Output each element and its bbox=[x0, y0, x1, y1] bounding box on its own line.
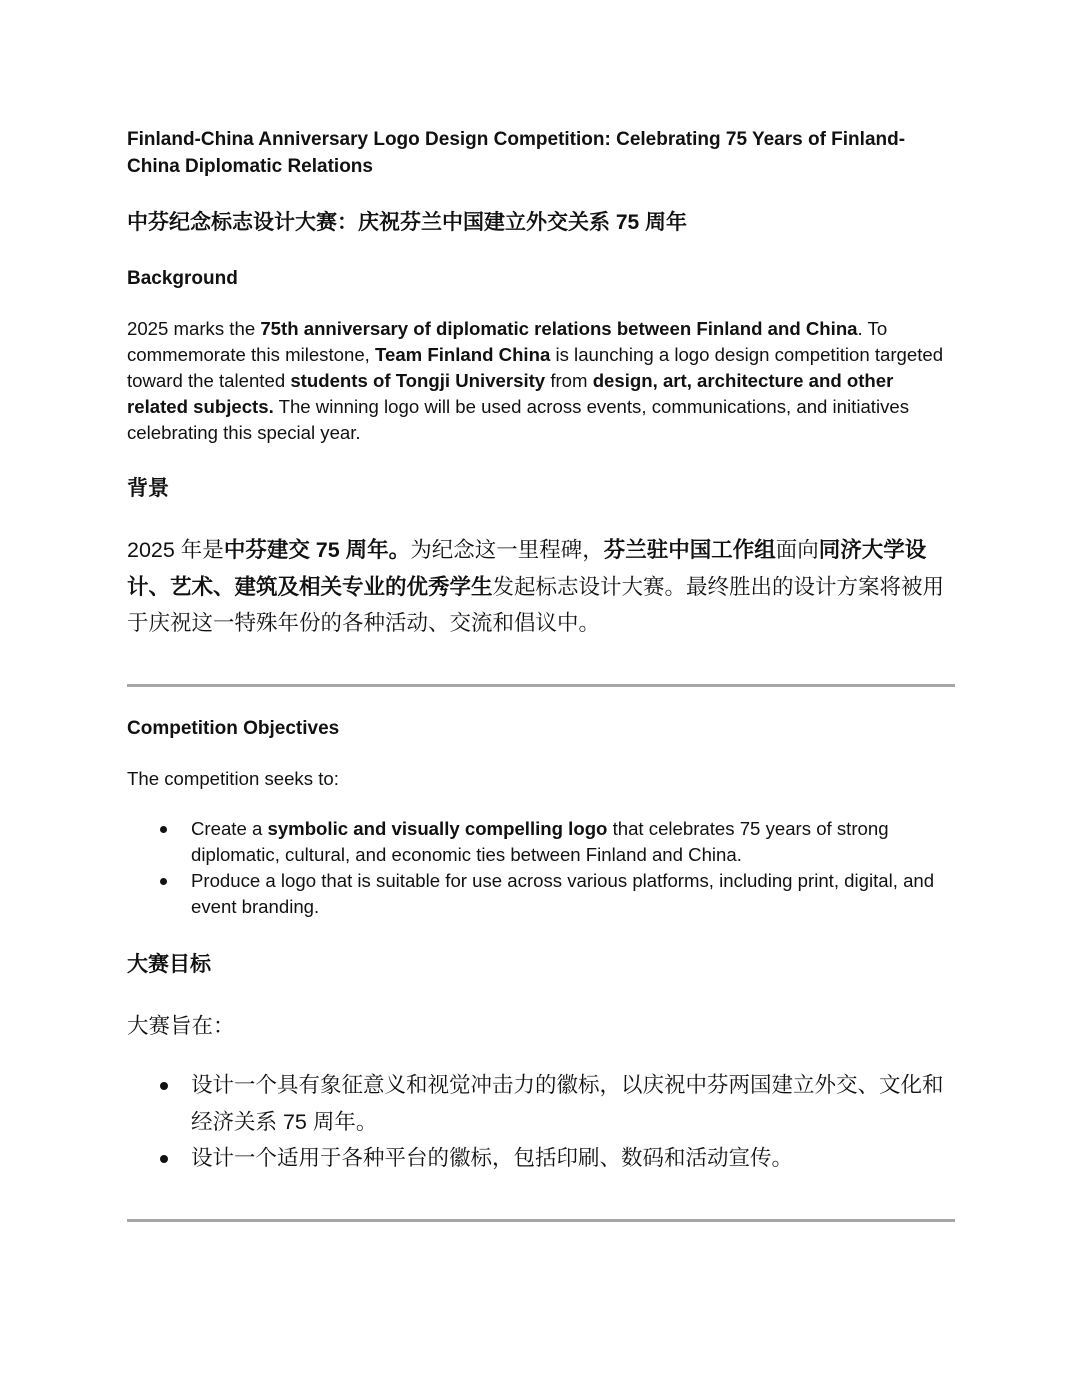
background-paragraph-chinese: 2025 年是中芬建交 75 周年。为纪念这一里程碑，芬兰驻中国工作组面向同济大学设计、艺术、建筑及相关专业的优秀学生发起标志设计大赛。最终胜出的设计方案将被用于庆祝这一特殊年份的各种活动、交流和倡议中。 bbox=[127, 538, 945, 635]
background-heading-chinese: 背景 bbox=[127, 477, 169, 500]
list-item: Create a symbolic and visually compelling logo that celebrates 75 years of strong diplomatic, cultural, and economic ties between Finland and China. bbox=[127, 816, 955, 868]
list-item: 设计一个具有象征意义和视觉冲击力的徽标，以庆祝中芬两国建立外交、文化和经济关系 75 周年。 bbox=[127, 1067, 955, 1140]
list-item: 设计一个适用于各种平台的徽标，包括印刷、数码和活动宣传。 bbox=[127, 1140, 955, 1177]
section-divider bbox=[127, 684, 955, 687]
objectives-list-english bbox=[127, 816, 955, 920]
objectives-heading-chinese: 大赛目标 bbox=[127, 953, 211, 976]
bullet-icon bbox=[160, 826, 167, 833]
objectives-intro-chinese: 大赛旨在： bbox=[127, 1014, 235, 1038]
objectives-list-chinese bbox=[127, 1067, 955, 1177]
bullet-icon bbox=[160, 878, 167, 885]
objectives-intro-english: The competition seeks to: bbox=[127, 768, 339, 789]
background-heading-english: Background bbox=[127, 268, 238, 289]
title-chinese: 中芬纪念标志设计大赛：庆祝芬兰中国建立外交关系 75 周年 bbox=[127, 211, 688, 234]
bullet-icon bbox=[160, 1155, 168, 1163]
background-paragraph-english: 2025 marks the 75th anniversary of diplomatic relations between Finland and China. To commemorate this milestone, Team Finland China is launching a logo design competition targeted toward the talented students of Tongji University from design, art, architecture and other related subjects. The winning logo will be used across events, communications, and initiatives celebrating this special year. bbox=[127, 318, 944, 443]
list-item: Produce a logo that is suitable for use across various platforms, including print, digital, and event branding. bbox=[127, 868, 955, 920]
title-english: Finland-China Anniversary Logo Design Competition: Celebrating 75 Years of Finland-China Diplomatic Relations bbox=[127, 129, 906, 177]
section-divider bbox=[127, 1219, 955, 1222]
bullet-icon bbox=[160, 1082, 168, 1090]
objectives-heading-english: Competition Objectives bbox=[127, 718, 340, 739]
